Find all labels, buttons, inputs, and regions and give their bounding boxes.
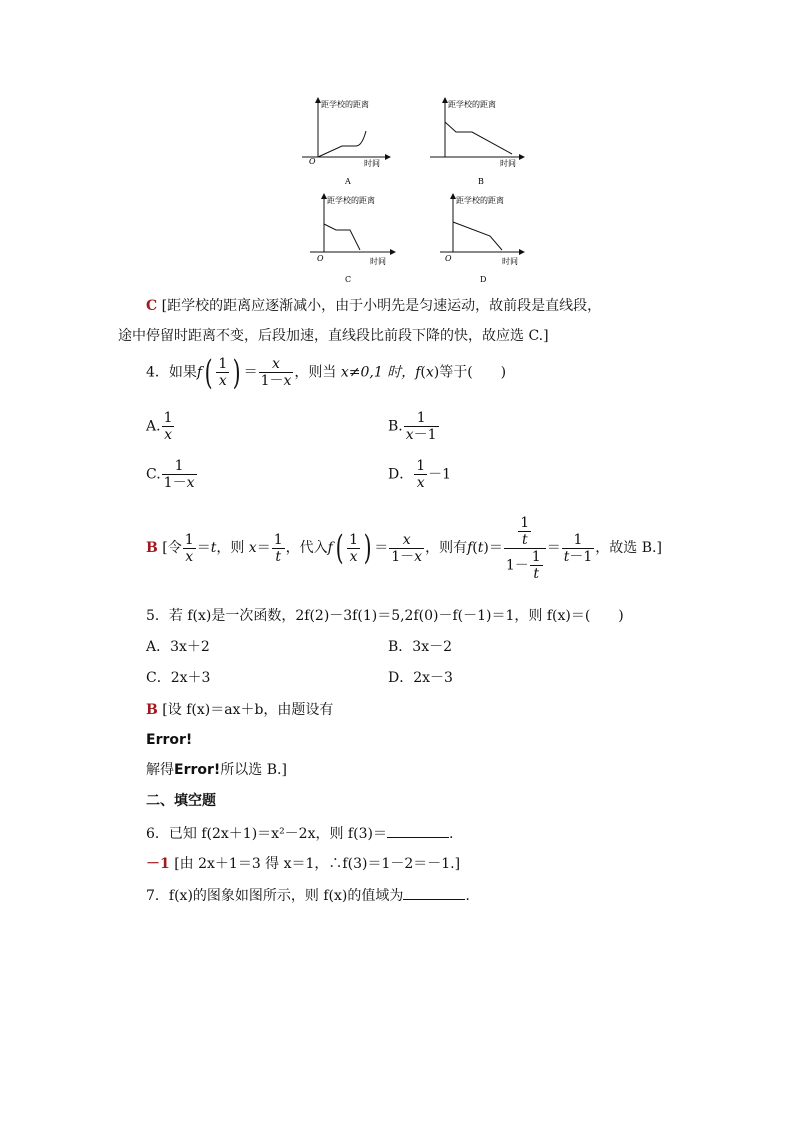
q5-error-1: Error! [146, 732, 193, 748]
graph-a-curve [318, 131, 366, 157]
graph-b-ylabel: 距学校的距离 [448, 100, 496, 109]
graph-a-label: A [345, 177, 351, 186]
section-title-fill-blank: 二、填空题 [146, 793, 216, 809]
graph-a-ylabel: 距学校的距离 [321, 100, 369, 109]
q7-question: 7．f(x)的图象如图所示，则 f(x)的值域为 . [146, 885, 470, 906]
q4-condition: x≠0,1 时， [340, 364, 416, 381]
q4-frac-1-over-x: $\frac{1}{x}$ [218, 356, 228, 389]
q7-text: 7．f(x)的图象如图所示，则 f(x)的值域为 [146, 888, 404, 904]
graph-b-label: B [478, 177, 484, 186]
q5-option-a: A．3x＋2 [146, 639, 210, 655]
q4-option-c: C. $\frac{1}{1-x}$ [146, 458, 195, 491]
q4-answer-letter: B [146, 540, 158, 556]
q4-option-a: A. $\frac{1}{x}$ [146, 410, 173, 443]
graph-c-curve [324, 224, 360, 250]
q5-solve: 解得Error!所以选 B.] [146, 762, 287, 778]
q5-option-b: B．3x－2 [388, 639, 452, 655]
graph-c-xlabel: 时间 [370, 257, 386, 266]
graph-b [430, 98, 524, 186]
q5-question [146, 606, 624, 626]
q5-text: 5．若 f(x)是一次函数，2f(2)－3f(1)＝5,2f(0)－f(－1)＝1，则 f(x)＝( ) [146, 608, 624, 624]
q6-answer-letter: －1 [146, 856, 170, 872]
q4-number: 4．如果 [146, 364, 197, 381]
q3-answer-line2 [118, 326, 549, 346]
q3-answer-letter: C [146, 298, 158, 314]
q6-answer: －1 [由 2x＋1＝3 得 x＝1，∴f(3)＝1－2＝－1.] [146, 856, 461, 872]
graph-d-curve [453, 222, 502, 250]
q5-option-c: C．2x＋3 [146, 670, 211, 686]
graph-a-xlabel: 时间 [364, 159, 380, 168]
graph-c [310, 194, 395, 284]
graph-b-curve [445, 122, 512, 154]
q6-blank[interactable] [387, 823, 449, 838]
q4-answer: B [令 $\frac{1}{x}$ ＝t，则 x＝ $\frac{1}{t}$ ，代入f( $\frac{1}{x}$ ) ＝ $\frac{x}{1-x}$ ，则有f(t)＝ $\frac{1}{t}$ 1－ $\frac{1}{t}$ ＝ $\frac{1}{t-1}$ ，故选 B.] [146, 514, 662, 582]
q4-question: 4．如果f( $\frac{1}{x}$ ) ＝ $\frac{x}{1-x}$ ，则当 x≠0,1 时，f(x)等于( ) [146, 352, 507, 393]
q4-ask: 等于( ) [439, 364, 507, 381]
q7-blank[interactable] [403, 885, 465, 900]
q5-answer-letter: B [146, 702, 158, 718]
q5-answer: B [设 f(x)＝ax＋b，由题设有 [146, 702, 334, 718]
q4-option-d: D． $\frac{1}{x}$ －1 [388, 458, 452, 491]
q4-frac-x-over-1mx: $\frac{x}{1-x}$ [260, 356, 292, 389]
q3-answer-line1 [146, 296, 601, 316]
graph-d-xlabel: 时间 [502, 257, 518, 266]
graphs-figure [290, 92, 540, 292]
q6-text: 6．已知 f(2x＋1)＝x²－2x，则 f(3)＝ [146, 826, 387, 842]
graph-a [302, 98, 390, 186]
q3-answer-text1: [距学校的距离应逐渐减小，由于小明先是匀速运动，故前段是直线段， [161, 298, 602, 314]
graph-c-ylabel: 距学校的距离 [327, 196, 375, 205]
graph-a-origin: O [309, 157, 316, 166]
q3-answer-text2: 途中停留时距离不变，后段加速，直线段比前段下降的快，故应选 C.] [118, 328, 549, 344]
graph-d-ylabel: 距学校的距离 [456, 196, 504, 205]
graph-c-origin: O [317, 254, 324, 263]
graph-d-origin: O [445, 254, 452, 263]
q4-compound-frac: $\frac{1}{t}$ 1－ $\frac{1}{t}$ [504, 515, 546, 582]
graph-c-label: C [345, 275, 352, 284]
graph-d-label: D [480, 275, 487, 284]
graph-d [440, 194, 524, 284]
graphs-svg [290, 92, 540, 292]
q4-option-b: B. $\frac{1}{x-1}$ [388, 410, 437, 443]
graph-b-xlabel: 时间 [500, 159, 516, 168]
q6-question: 6．已知 f(2x＋1)＝x²－2x，则 f(3)＝ . [146, 823, 453, 844]
q5-option-d: D．2x－3 [388, 670, 453, 686]
